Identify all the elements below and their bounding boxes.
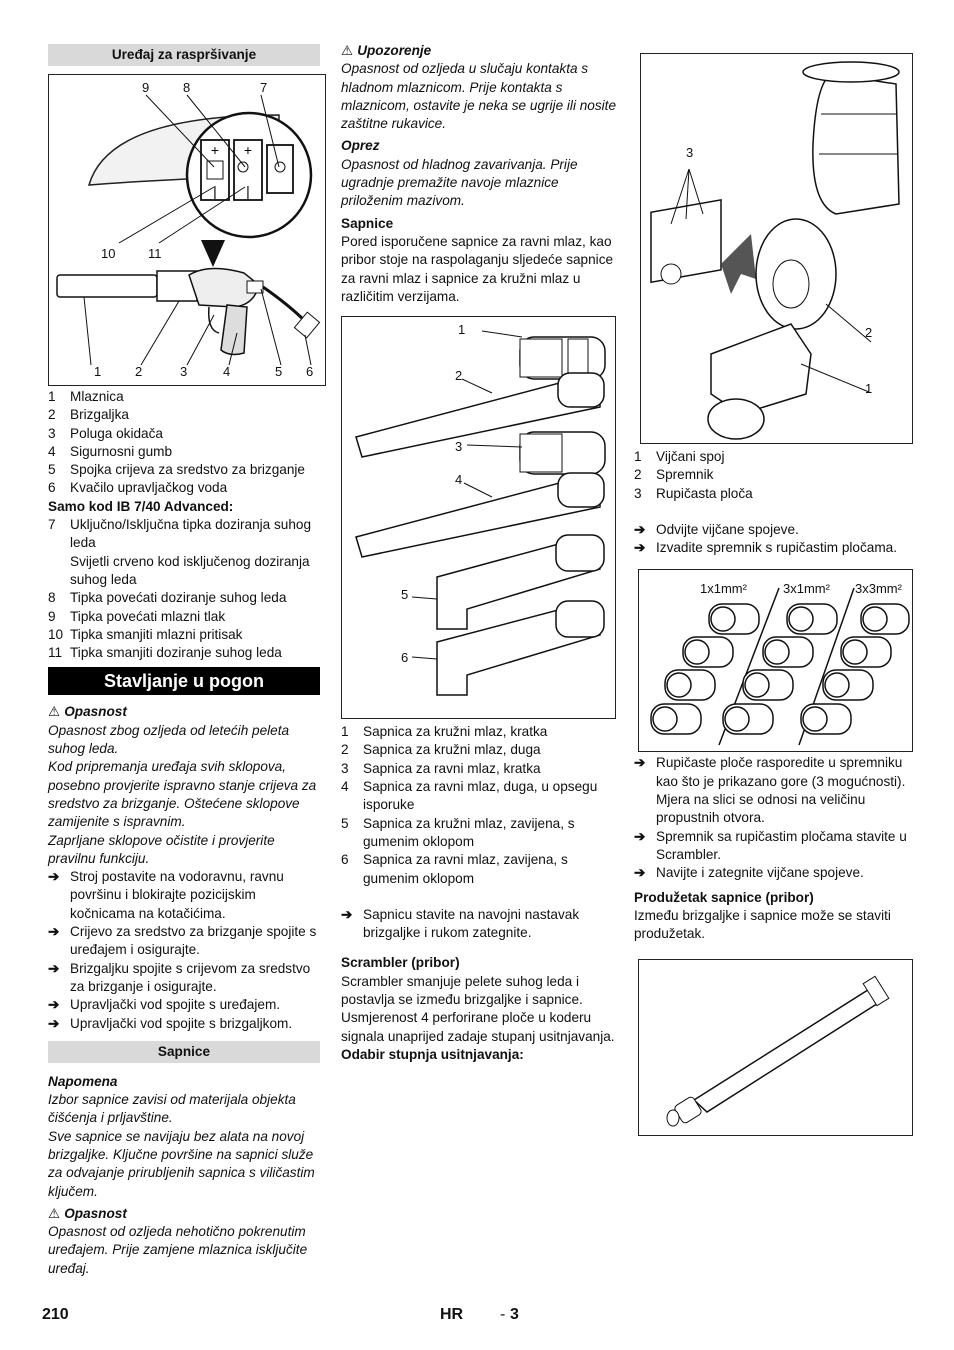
fig2-label-1: 1 — [458, 322, 466, 338]
list-item: 6 Sapnica za ravni mlaz, zavijena, s gumenim oklopom — [341, 852, 568, 886]
list-item: 3 Rupičasta ploča — [634, 485, 753, 501]
list-item: ➔ Upravljački vod spojite s brizgaljkom. — [48, 1015, 320, 1033]
fig3-label-2: 2 — [865, 325, 873, 340]
warning-icon: ⚠ — [48, 1205, 61, 1221]
column-3 — [634, 42, 912, 1136]
steps-arrange — [634, 754, 912, 882]
section-title-spray-device: Uređaj za raspršivanje — [48, 44, 320, 66]
arrow-icon: ➔ — [48, 960, 60, 976]
list-item: 6 Kvačilo upravljačkog voda — [48, 480, 228, 496]
list-item: ➔ Odvijte vijčane spojeve. — [634, 521, 912, 539]
list-item: ➔ Navijte i zategnite vijčane spojeve. — [634, 864, 912, 882]
fig2-label-2: 2 — [455, 368, 463, 384]
warning-heading: ⚠ Upozorenje — [341, 43, 432, 58]
warning-icon: ⚠ — [48, 704, 61, 720]
svg-text:|: | — [213, 183, 217, 199]
scrambler-heading: Scrambler (pribor) — [341, 955, 460, 971]
list-item: ➔ Crijevo za sredstvo za brizganje spojite s uređajem i osigurajte. — [48, 924, 317, 958]
svg-text:+: + — [210, 142, 220, 158]
figure-plate-arrangement — [638, 569, 913, 752]
fig1-label-3: 3 — [180, 364, 188, 379]
parts-list-advanced — [48, 516, 320, 662]
arrow-icon: ➔ — [48, 1015, 60, 1031]
arrow-icon: ➔ — [48, 997, 60, 1013]
plate-arrangement-drawing — [639, 570, 912, 751]
steps-list — [48, 868, 320, 1033]
arrow-icon: ➔ — [634, 540, 646, 556]
list-item: ➔ Brizgaljku spojite s crijevom za sredstvo za brizganje i osigurajte. — [48, 960, 311, 994]
fig1-label-4: 4 — [223, 364, 231, 379]
list-item: 3 Poluga okidača — [48, 425, 163, 441]
section-page-number: 3 — [510, 1306, 519, 1323]
language-code: HR — [440, 1306, 464, 1323]
column-2 — [341, 42, 617, 1064]
steps-disassemble — [634, 521, 912, 558]
fig1-label-8: 8 — [183, 80, 191, 95]
list-item: ➔ Spremnik sa rupičastim pločama stavite u Scrambler. — [634, 828, 907, 862]
column-1 — [48, 42, 320, 1278]
list-item: 1 Vijčani spoj — [634, 449, 725, 464]
list-item: 1 Sapnica za kružni mlaz, kratka — [341, 724, 548, 740]
fig2-label-5: 5 — [401, 587, 409, 603]
list-item: 4 Sigurnosni gumb — [48, 443, 173, 459]
fig3-label-1: 1 — [865, 381, 873, 396]
list-item: 5 Sapnica za kružni mlaz, zavijena, s gumenim oklopom — [341, 815, 575, 849]
svg-text:+: + — [243, 142, 253, 158]
spray-gun-drawing — [49, 75, 325, 385]
list-item: ➔ Stroj postavite na vodoravnu, ravnu površinu i blokirajte pozicijskim kočnicama na kotačićima. — [48, 869, 284, 921]
fig2-label-6: 6 — [401, 650, 409, 666]
note-heading: Napomena — [48, 1073, 118, 1089]
scrambler-parts — [634, 448, 912, 503]
list-item: 9 Tipka povećati mlazni tlak — [48, 608, 226, 624]
figure-spray-gun — [48, 74, 326, 386]
fig1-label-5: 5 — [275, 364, 283, 379]
select-heading: Odabir stupnja usitnjavanja: — [341, 1046, 524, 1062]
list-item: 11 Tipka smanjiti doziranje suhog leda — [48, 645, 282, 661]
fig1-label-10: 10 — [101, 246, 116, 261]
advanced-heading: Samo kod IB 7/40 Advanced: — [48, 498, 234, 514]
fig4-label-3x3: 3x3mm² — [855, 581, 902, 597]
caution-heading: Oprez — [341, 138, 380, 154]
fig1-label-2: 2 — [135, 364, 143, 379]
figure-nozzles — [341, 316, 616, 719]
nozzles-drawing — [342, 317, 615, 718]
list-item: 3 Sapnica za ravni mlaz, kratka — [341, 760, 541, 776]
arrow-icon: ➔ — [48, 924, 60, 940]
list-item: 2 Brizgaljka — [48, 407, 129, 423]
section-title-nozzles: Sapnice — [48, 1041, 320, 1063]
list-item: ➔ Izvadite spremnik s rupičastim pločama. — [634, 539, 912, 557]
danger-heading-2: ⚠ Opasnost — [48, 1205, 127, 1221]
arrow-icon: ➔ — [634, 828, 646, 844]
scrambler-text: Scrambler smanjuje pelete suhog leda i postavlja se između brizgaljke i sapnice. Usmjerenost 4 perforirane ploče u koderu signala unaprijed zadaje stupanj usitnjavanja. — [341, 973, 615, 1044]
nozzle-list — [341, 723, 617, 888]
parts-list — [48, 388, 320, 498]
page-number: 210 — [42, 1306, 69, 1323]
list-item: 10 Tipka smanjiti mlazni pritisak — [48, 626, 243, 642]
footer-dash: - — [500, 1306, 506, 1323]
fig1-label-1: 1 — [94, 364, 102, 379]
list-item: 2 Sapnica za kružni mlaz, duga — [341, 742, 541, 758]
extension-heading: Produžetak sapnice (pribor) — [634, 889, 814, 905]
fig1-label-7: 7 — [260, 80, 268, 95]
list-item: 5 Spojka crijeva za sredstvo za brizganje — [48, 462, 305, 478]
nozzles-heading: Sapnice — [341, 215, 394, 231]
arrow-icon: ➔ — [634, 521, 646, 537]
arrow-icon: ➔ — [634, 865, 646, 881]
list-item: ➔ Upravljački vod spojite s uređajem. — [48, 996, 320, 1014]
danger-heading: ⚠ Opasnost — [48, 704, 127, 720]
arrow-icon: ➔ — [341, 906, 353, 922]
note-text: Izbor sapnice zavisi od materijala objekta čišćenja i prljavštine. Sve sapnice se navijaju bez alata na novoj brizgaljke. Ključne površine na sapnici služe za odvajanje prirubljenih sapnica s viličastim ključem. — [48, 1092, 315, 1199]
list-item: 8 Tipka povećati doziranje suhog leda — [48, 590, 287, 606]
nozzles-text: Pored isporučene sapnice za ravni mlaz, kao pribor stoje na raspolaganju sljedeće sapnice za ravni mlaz i sapnice za kružni mlaz u različitim verzijama. — [341, 233, 614, 304]
fig2-label-4: 4 — [455, 472, 463, 488]
list-item: 1 Mlaznica — [48, 389, 124, 404]
fig2-label-3: 3 — [455, 439, 463, 455]
section-title-commissioning: Stavljanje u pogon — [48, 667, 320, 695]
extension-drawing — [639, 960, 912, 1135]
warning-icon: ⚠ — [341, 43, 354, 58]
list-item: 7 Uključno/Isključna tipka doziranja suhog leda — [48, 517, 312, 551]
step-mount-nozzle: ➔ Sapnicu stavite na navojni nastavak brizgaljke i rukom zategnite. — [341, 906, 580, 941]
danger-text-2: Opasnost od ozljeda nehotično pokrenutim uređajem. Prije zamjene mlaznica isključite uređaj. — [48, 1224, 308, 1276]
figure-extension — [638, 959, 913, 1136]
extension-text: Između brizgaljke i sapnice može se staviti produžetak. — [634, 907, 891, 942]
fig1-label-6: 6 — [306, 364, 314, 379]
arrow-icon: ➔ — [48, 869, 60, 885]
figure-scrambler — [640, 53, 913, 444]
caution-text: Opasnost od hladnog zavarivanja. Prije ugradnje premažite navoje mlaznice priloženim mazivom. — [341, 156, 578, 209]
fig1-label-9: 9 — [142, 80, 150, 95]
fig4-label-1x1: 1x1mm² — [700, 581, 747, 597]
list-item: 2 Spremnik — [634, 467, 714, 483]
danger-text: Opasnost zbog ozljeda od letećih peleta suhog leda. Kod pripremanja uređaja svih sklopova, posebno provjerite ispravno stanje crijeva za sredstvo za brizganje. Oštećene sklopove zamijenite s ispravnim. Zaprljane sklopove očistite i provjerite pravilnu funkciju. — [48, 722, 317, 866]
fig1-label-11: 11 — [148, 246, 162, 261]
warning-text: Opasnost od ozljeda u slučaju kontakta s hladnom mlaznicom. Prije kontakta s mlaznicom, ostavite je neka se ugrije ili nosite zaštitne rukavice. — [341, 61, 617, 132]
list-item: 4 Sapnica za ravni mlaz, duga, u opsegu isporuke — [341, 779, 598, 813]
arrow-icon: ➔ — [634, 755, 646, 771]
list-item: ➔ Rupičaste ploče rasporedite u spremniku kao što je prikazano gore (3 mogućnosti). Mjera na slici se odnosi na veličinu propustnih otvora. — [634, 755, 906, 826]
list-item: Svijetli crveno kod isključenog doziranja suhog leda — [70, 553, 310, 587]
svg-text:|: | — [246, 183, 250, 199]
fig4-label-3x1: 3x1mm² — [783, 581, 830, 597]
fig3-label-3: 3 — [686, 145, 694, 160]
